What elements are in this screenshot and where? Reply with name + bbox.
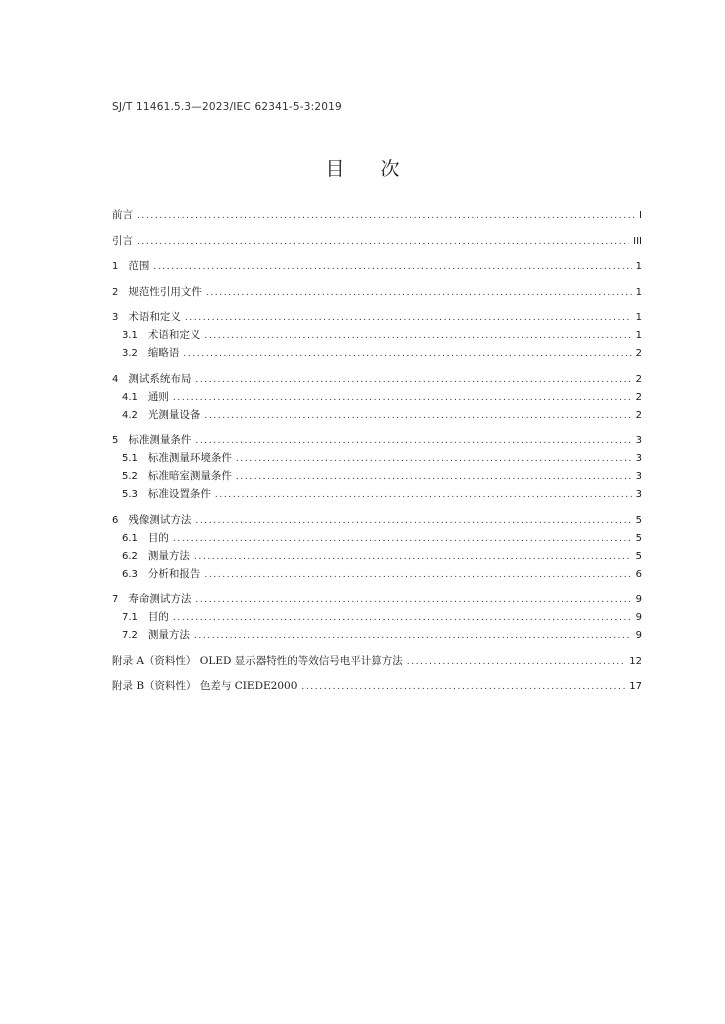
toc-entry-text: 标准测量环境条件: [147, 452, 232, 464]
toc-group: [112, 677, 642, 695]
toc-group: [112, 308, 642, 362]
toc-entry-label: [112, 283, 202, 302]
toc-entry-text: 目的: [147, 611, 169, 623]
toc-entry-text: 术语和定义: [147, 329, 201, 341]
toc-entry-number: 5.2: [122, 471, 138, 482]
toc-page-number: 1: [635, 261, 642, 272]
toc-entry-label: [112, 652, 403, 670]
toc-leader-dots: [173, 609, 632, 627]
toc-entry-label: [122, 626, 190, 645]
toc-leader-dots: [301, 678, 625, 696]
toc-page-number: 2: [635, 391, 642, 403]
toc-page-number: 5: [635, 532, 642, 544]
toc-entry-text: 标准设置条件: [147, 488, 211, 500]
toc-entry[interactable]: [112, 652, 642, 670]
toc-entry-number: 3.1: [122, 330, 138, 341]
toc-entry-label: [122, 485, 211, 504]
toc-subentry[interactable]: [112, 626, 642, 644]
toc-page-number: 5: [635, 550, 642, 562]
toc-group: [112, 257, 642, 275]
toc-entry-label: [112, 511, 191, 530]
toc-group: [112, 232, 642, 250]
toc-entry-text: 寿命测试方法: [128, 593, 192, 605]
toc-leader-dots: [206, 284, 632, 302]
toc-leader-dots: [195, 371, 631, 389]
toc-entry-number: 7.1: [122, 612, 138, 623]
toc-entry[interactable]: [112, 511, 642, 529]
toc-entry-number: 3: [112, 312, 119, 323]
toc-page-number: I: [639, 210, 642, 221]
toc-entry-text: 测量方法: [147, 549, 190, 562]
toc-entry-number: 6.3: [122, 568, 138, 580]
toc-leader-dots: [407, 653, 626, 671]
toc-page-number: 6: [635, 568, 642, 580]
toc-leader-dots: [204, 566, 631, 584]
toc-entry-number: 1: [112, 261, 119, 272]
toc-entry-number: 3.2: [122, 348, 138, 359]
toc-entry-text: 残像测试方法: [128, 513, 192, 526]
toc-entry-label: [122, 608, 169, 627]
toc-subentry[interactable]: [112, 547, 642, 565]
toc-entry-text: 附录 A（资料性） OLED 显示器特性的等效信号电平计算方法: [112, 654, 403, 667]
toc-page-number: 3: [635, 435, 642, 446]
toc-entry[interactable]: [112, 257, 642, 275]
toc-entry-number: 2: [112, 286, 119, 298]
document-standard-number: SJ/T 11461.5.3—2023/IEC 62341-5-3:2019: [112, 101, 342, 113]
toc-subentry[interactable]: [112, 326, 642, 344]
toc-leader-dots: [204, 407, 631, 425]
toc-entry-label: [122, 467, 232, 486]
toc-group: [112, 370, 642, 424]
toc-subentry[interactable]: [112, 406, 642, 424]
toc-subentry[interactable]: [112, 565, 642, 583]
toc-entry-label: [112, 431, 191, 450]
toc-leader-dots: [137, 233, 629, 251]
toc-page-number: 5: [635, 514, 642, 526]
toc-entry-label: [112, 590, 191, 609]
toc-entry-label: [122, 326, 200, 345]
toc-leader-dots: [137, 207, 635, 225]
toc-leader-dots: [185, 309, 632, 327]
toc-group: [112, 652, 642, 670]
toc-entry-label: [122, 406, 200, 425]
toc-entry-text: 目的: [147, 531, 169, 544]
toc-subentry[interactable]: [112, 529, 642, 547]
toc-entry-label: [112, 370, 191, 389]
toc-page-number: 17: [629, 681, 642, 692]
toc-entry-label: [112, 257, 149, 276]
toc-entry-label: [112, 308, 181, 327]
toc-entry[interactable]: [112, 206, 642, 224]
toc-entry-label: [112, 206, 133, 224]
toc-entry-number: 7.2: [122, 630, 138, 641]
toc-entry-number: 5.3: [122, 489, 138, 500]
toc-subentry[interactable]: [112, 388, 642, 406]
toc-entry-number: 6.2: [122, 550, 138, 562]
toc-entry-text: 规范性引用文件: [128, 285, 202, 298]
toc-entry-text: 标准测量条件: [128, 434, 192, 446]
toc-entry-number: 7: [112, 594, 119, 605]
toc-entry-number: 6.1: [122, 532, 138, 544]
toc-entry-label: [112, 677, 297, 695]
toc-entry-label: [122, 529, 169, 548]
toc-page-number: 2: [635, 348, 642, 359]
toc-page-number: 1: [635, 330, 642, 341]
toc-entry-text: 通则: [147, 390, 169, 403]
toc-page-number: 3: [635, 453, 642, 464]
toc-leader-dots: [194, 548, 632, 566]
toc-page-number: 12: [629, 655, 642, 667]
toc-entry-text: 术语和定义: [128, 311, 181, 323]
toc-page-number: 9: [635, 612, 642, 623]
toc-subentry[interactable]: [112, 485, 642, 503]
toc-entry[interactable]: [112, 677, 642, 695]
toc-entry-text: 标准暗室测量条件: [147, 470, 232, 482]
toc-entry-text: 范围: [128, 260, 150, 272]
toc-entry-label: [122, 449, 232, 468]
toc-page-number: 3: [635, 471, 642, 482]
toc-subentry[interactable]: [112, 608, 642, 626]
toc-leader-dots: [194, 627, 632, 645]
toc-entry-label: [112, 232, 133, 250]
toc-leader-dots: [236, 468, 632, 486]
table-of-contents: [112, 206, 642, 695]
toc-entry[interactable]: [112, 590, 642, 608]
toc-leader-dots: [215, 486, 632, 504]
toc-entry-number: 4.1: [122, 391, 138, 403]
toc-leader-dots: [236, 450, 632, 468]
toc-entry-label: [122, 388, 169, 407]
toc-entry[interactable]: [112, 232, 642, 250]
toc-group: [112, 590, 642, 644]
toc-page-number: 1: [635, 286, 642, 298]
toc-entry-text: 附录 B（资料性） 色差与 CIEDE2000: [112, 680, 298, 692]
toc-subentry[interactable]: [112, 344, 642, 362]
toc-leader-dots: [204, 327, 631, 345]
toc-entry-label: [122, 344, 179, 363]
toc-group: [112, 431, 642, 503]
toc-leader-dots: [195, 591, 631, 609]
toc-subentry[interactable]: [112, 467, 642, 485]
toc-leader-dots: [173, 530, 632, 548]
toc-entry-label: [122, 547, 190, 566]
toc-leader-dots: [183, 345, 631, 363]
toc-entry-number: 4: [112, 373, 119, 385]
toc-entry-number: 6: [112, 514, 119, 526]
toc-entry-number: 4.2: [122, 409, 138, 421]
toc-entry-text: 分析和报告: [147, 567, 201, 580]
toc-entry-text: 光测量设备: [147, 408, 201, 421]
toc-entry[interactable]: [112, 308, 642, 326]
toc-page-number: 2: [635, 409, 642, 421]
toc-page-number: 1: [635, 312, 642, 323]
toc-entry-text: 测试系统布局: [128, 372, 192, 385]
toc-entry-text: 前言: [112, 209, 133, 221]
toc-entry[interactable]: [112, 431, 642, 449]
toc-page-number: III: [633, 235, 642, 247]
toc-page-number: 9: [635, 594, 642, 605]
toc-entry-label: [122, 565, 200, 584]
toc-entry[interactable]: [112, 283, 642, 301]
toc-page-number: 3: [635, 489, 642, 500]
toc-entry[interactable]: [112, 370, 642, 388]
toc-leader-dots: [153, 258, 631, 276]
toc-entry-number: 5.1: [122, 453, 138, 464]
page-title: 目次: [325, 158, 436, 180]
toc-page-number: 2: [635, 373, 642, 385]
toc-entry-text: 引言: [112, 234, 133, 247]
toc-leader-dots: [195, 512, 631, 530]
toc-entry-text: 测量方法: [147, 629, 190, 641]
toc-leader-dots: [195, 432, 631, 450]
toc-entry-text: 缩略语: [147, 347, 180, 359]
toc-group: [112, 511, 642, 583]
toc-group: [112, 206, 642, 224]
toc-entry-number: 5: [112, 435, 119, 446]
toc-leader-dots: [173, 389, 632, 407]
toc-page-number: 9: [635, 630, 642, 641]
toc-group: [112, 283, 642, 301]
toc-subentry[interactable]: [112, 449, 642, 467]
